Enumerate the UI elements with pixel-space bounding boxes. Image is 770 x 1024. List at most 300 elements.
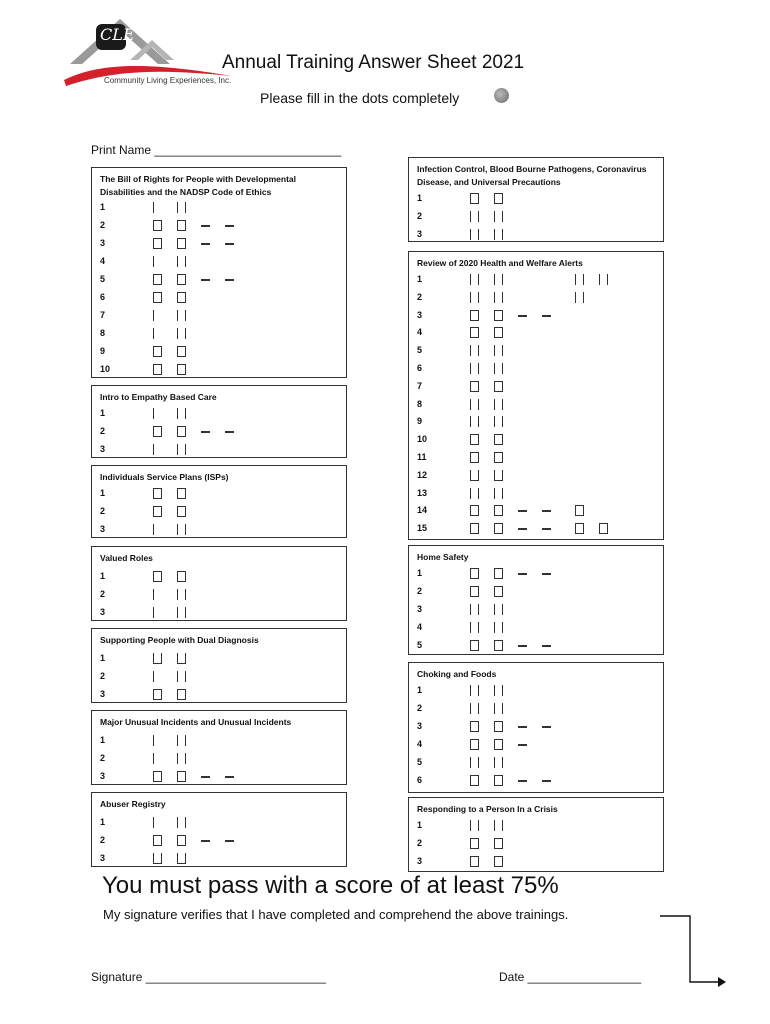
training-section bbox=[408, 797, 664, 872]
question-row bbox=[417, 838, 657, 852]
question-row bbox=[100, 310, 340, 324]
answer-bubble[interactable] bbox=[177, 689, 186, 700]
answer-bubble[interactable] bbox=[177, 735, 186, 746]
question-row bbox=[100, 274, 340, 288]
answer-bubble[interactable] bbox=[177, 835, 186, 846]
question-row bbox=[100, 220, 340, 234]
question-row bbox=[417, 505, 657, 519]
question-row bbox=[417, 622, 657, 636]
answer-bubble[interactable] bbox=[494, 721, 503, 732]
answer-bubble[interactable] bbox=[201, 840, 210, 842]
answer-bubble[interactable] bbox=[201, 431, 210, 433]
answer-bubble[interactable] bbox=[177, 408, 186, 419]
answer-bubble[interactable] bbox=[153, 364, 162, 375]
question-number: 3 bbox=[100, 524, 106, 534]
answer-bubble[interactable] bbox=[494, 757, 503, 768]
answer-bubble[interactable] bbox=[177, 220, 186, 231]
answer-bubble[interactable] bbox=[153, 689, 162, 700]
section-title: Responding to a Person In a Crisis bbox=[417, 804, 558, 814]
section-title: Major Unusual Incidents and Unusual Incidents bbox=[100, 717, 292, 727]
answer-bubble[interactable] bbox=[599, 274, 608, 285]
answer-bubble[interactable] bbox=[153, 238, 162, 249]
answer-bubble[interactable] bbox=[494, 568, 503, 579]
answer-bubble[interactable] bbox=[470, 399, 479, 410]
section-title: Choking and Foods bbox=[417, 669, 497, 679]
question-row bbox=[417, 640, 657, 654]
question-number: 2 bbox=[100, 753, 106, 763]
question-number: 1 bbox=[417, 685, 423, 695]
answer-bubble[interactable] bbox=[470, 470, 479, 481]
question-row bbox=[100, 408, 340, 422]
answer-bubble[interactable] bbox=[153, 653, 162, 664]
question-number: 3 bbox=[417, 604, 423, 614]
answer-bubble[interactable] bbox=[518, 726, 527, 728]
answer-bubble[interactable] bbox=[177, 364, 186, 375]
answer-bubble[interactable] bbox=[177, 444, 186, 455]
answer-bubble[interactable] bbox=[177, 506, 186, 517]
answer-bubble[interactable] bbox=[518, 645, 527, 647]
answer-bubble[interactable] bbox=[225, 243, 234, 245]
question-row bbox=[100, 671, 340, 685]
section-title: Abuser Registry bbox=[100, 799, 166, 809]
answer-bubble[interactable] bbox=[494, 327, 503, 338]
question-row bbox=[100, 256, 340, 270]
question-number: 2 bbox=[417, 703, 423, 713]
answer-bubble[interactable] bbox=[153, 202, 156, 213]
answer-bubble[interactable] bbox=[177, 753, 186, 764]
question-number: 4 bbox=[417, 622, 423, 632]
question-row bbox=[100, 488, 340, 502]
answer-bubble[interactable] bbox=[177, 346, 186, 357]
page-title: Annual Training Answer Sheet 2021 bbox=[222, 52, 525, 73]
signature-field[interactable]: Signature ___________________________ bbox=[91, 970, 326, 984]
answer-bubble[interactable] bbox=[494, 211, 503, 222]
training-section bbox=[408, 157, 664, 242]
question-row bbox=[100, 771, 340, 785]
question-number: 4 bbox=[417, 739, 423, 749]
answer-bubble[interactable] bbox=[470, 488, 479, 499]
training-section bbox=[91, 546, 347, 621]
training-section bbox=[91, 710, 347, 785]
answer-bubble[interactable] bbox=[494, 640, 503, 651]
answer-bubble[interactable] bbox=[177, 671, 186, 682]
answer-bubble[interactable] bbox=[494, 820, 503, 831]
answer-bubble[interactable] bbox=[470, 211, 479, 222]
question-number: 3 bbox=[100, 853, 106, 863]
answer-bubble[interactable] bbox=[575, 292, 584, 303]
question-row bbox=[100, 753, 340, 767]
question-row bbox=[100, 735, 340, 749]
answer-bubble[interactable] bbox=[153, 256, 156, 267]
answer-bubble[interactable] bbox=[494, 685, 503, 696]
answer-bubble[interactable] bbox=[470, 757, 479, 768]
question-row bbox=[417, 721, 657, 735]
answer-bubble[interactable] bbox=[470, 568, 479, 579]
question-row bbox=[417, 523, 657, 537]
answer-bubble[interactable] bbox=[177, 853, 186, 864]
answer-bubble[interactable] bbox=[177, 488, 186, 499]
answer-bubble[interactable] bbox=[470, 838, 479, 849]
question-number: 1 bbox=[417, 274, 423, 284]
answer-bubble[interactable] bbox=[575, 523, 584, 534]
answer-bubble[interactable] bbox=[494, 775, 503, 786]
answer-bubble[interactable] bbox=[470, 327, 479, 338]
training-section bbox=[408, 662, 664, 793]
question-row bbox=[100, 506, 340, 520]
question-row bbox=[417, 193, 657, 207]
answer-bubble[interactable] bbox=[470, 229, 479, 240]
answer-bubble[interactable] bbox=[153, 328, 156, 339]
answer-bubble[interactable] bbox=[153, 835, 162, 846]
answer-bubble[interactable] bbox=[470, 739, 479, 750]
answer-bubble[interactable] bbox=[470, 721, 479, 732]
answer-bubble[interactable] bbox=[494, 622, 503, 633]
answer-bubble[interactable] bbox=[153, 444, 156, 455]
answer-bubble[interactable] bbox=[542, 645, 551, 647]
arrow-icon bbox=[660, 910, 726, 990]
question-number: 3 bbox=[100, 238, 106, 248]
question-row bbox=[417, 452, 657, 466]
question-number: 5 bbox=[100, 274, 106, 284]
question-number: 3 bbox=[417, 721, 423, 731]
question-number: 11 bbox=[417, 452, 427, 462]
question-number: 2 bbox=[100, 835, 106, 845]
answer-bubble[interactable] bbox=[225, 840, 234, 842]
answer-bubble[interactable] bbox=[470, 820, 479, 831]
answer-bubble[interactable] bbox=[494, 310, 503, 321]
answer-bubble[interactable] bbox=[494, 703, 503, 714]
answer-bubble[interactable] bbox=[470, 292, 479, 303]
answer-bubble[interactable] bbox=[177, 274, 186, 285]
answer-bubble[interactable] bbox=[201, 225, 210, 227]
answer-bubble[interactable] bbox=[494, 193, 503, 204]
answer-bubble[interactable] bbox=[153, 220, 162, 231]
answer-bubble[interactable] bbox=[177, 524, 186, 535]
answer-bubble[interactable] bbox=[470, 345, 479, 356]
answer-bubble[interactable] bbox=[494, 838, 503, 849]
question-number: 1 bbox=[100, 653, 106, 663]
question-number: 6 bbox=[417, 363, 423, 373]
question-number: 2 bbox=[100, 671, 106, 681]
answer-bubble[interactable] bbox=[494, 488, 503, 499]
answer-bubble[interactable] bbox=[177, 426, 186, 437]
question-row bbox=[100, 653, 340, 667]
question-number: 12 bbox=[417, 469, 428, 480]
pass-requirement: You must pass with a score of at least 75% bbox=[102, 872, 559, 899]
answer-bubble[interactable] bbox=[201, 243, 210, 245]
answer-bubble[interactable] bbox=[177, 771, 186, 782]
section-title: Home Safety bbox=[417, 552, 469, 562]
section-title: Review of 2020 Health and Welfare Alerts bbox=[417, 258, 583, 268]
question-row bbox=[100, 607, 340, 621]
question-number: 1 bbox=[100, 488, 106, 498]
question-row bbox=[417, 292, 657, 306]
training-section bbox=[91, 167, 347, 378]
question-number: 10 bbox=[417, 434, 428, 445]
answer-bubble[interactable] bbox=[153, 274, 162, 285]
training-section bbox=[91, 385, 347, 458]
answer-bubble[interactable] bbox=[177, 653, 186, 664]
answer-bubble[interactable] bbox=[518, 780, 527, 782]
instruction-text: Please fill in the dots completely bbox=[260, 90, 460, 106]
answer-bubble[interactable] bbox=[470, 523, 479, 534]
question-number: 1 bbox=[100, 202, 106, 212]
question-row bbox=[417, 488, 657, 502]
answer-bubble[interactable] bbox=[225, 431, 234, 433]
question-number: 1 bbox=[417, 193, 423, 203]
question-number: 14 bbox=[417, 505, 428, 516]
question-row bbox=[100, 292, 340, 306]
answer-bubble[interactable] bbox=[153, 853, 162, 864]
answer-bubble[interactable] bbox=[494, 586, 503, 597]
question-row bbox=[100, 571, 340, 585]
question-row bbox=[100, 346, 340, 360]
question-number: 5 bbox=[417, 640, 423, 650]
question-row bbox=[417, 327, 657, 341]
question-number: 3 bbox=[100, 607, 106, 617]
training-section bbox=[91, 465, 347, 538]
question-row bbox=[417, 820, 657, 834]
answer-bubble[interactable] bbox=[470, 505, 479, 516]
answer-bubble[interactable] bbox=[470, 310, 479, 321]
section-title: The Bill of Rights for People with Developmental Disabilities and the NADSP Code of Ethics bbox=[100, 174, 296, 197]
logo-text: CLE bbox=[100, 25, 135, 44]
answer-bubble[interactable] bbox=[177, 256, 186, 267]
answer-bubble[interactable] bbox=[153, 310, 156, 321]
question-number: 7 bbox=[100, 310, 106, 320]
question-number: 2 bbox=[100, 589, 106, 599]
question-number: 9 bbox=[100, 346, 106, 356]
answer-bubble[interactable] bbox=[494, 345, 503, 356]
answer-bubble[interactable] bbox=[494, 739, 503, 750]
answer-bubble[interactable] bbox=[201, 776, 210, 778]
question-row bbox=[417, 399, 657, 413]
answer-bubble[interactable] bbox=[153, 524, 156, 535]
answer-bubble[interactable] bbox=[153, 292, 162, 303]
question-number: 6 bbox=[100, 292, 106, 302]
answer-bubble[interactable] bbox=[470, 586, 479, 597]
question-row bbox=[417, 470, 657, 484]
question-row bbox=[417, 211, 657, 225]
answer-bubble[interactable] bbox=[542, 726, 551, 728]
answer-bubble[interactable] bbox=[518, 744, 527, 746]
answer-bubble[interactable] bbox=[494, 381, 503, 392]
question-number: 2 bbox=[100, 506, 106, 516]
answer-bubble[interactable] bbox=[542, 315, 551, 317]
question-row bbox=[100, 238, 340, 252]
question-row bbox=[417, 586, 657, 600]
question-row bbox=[417, 757, 657, 771]
question-number: 4 bbox=[417, 327, 423, 338]
question-number: 13 bbox=[417, 487, 428, 498]
answer-bubble[interactable] bbox=[470, 604, 479, 615]
question-number: 1 bbox=[417, 820, 423, 830]
question-row bbox=[417, 568, 657, 582]
answer-bubble[interactable] bbox=[494, 363, 503, 374]
answer-bubble[interactable] bbox=[494, 604, 503, 615]
question-number: 1 bbox=[100, 817, 106, 827]
answer-bubble[interactable] bbox=[177, 310, 186, 321]
section-title: Valued Roles bbox=[100, 553, 153, 563]
question-number: 1 bbox=[100, 735, 106, 745]
question-row bbox=[100, 853, 340, 867]
answer-bubble[interactable] bbox=[494, 523, 503, 534]
question-row bbox=[417, 310, 657, 324]
answer-bubble[interactable] bbox=[153, 488, 162, 499]
question-row bbox=[417, 274, 657, 288]
section-title: Intro to Empathy Based Care bbox=[100, 392, 217, 402]
answer-bubble[interactable] bbox=[177, 328, 186, 339]
question-number: 2 bbox=[417, 211, 423, 221]
question-row bbox=[417, 345, 657, 359]
answer-bubble[interactable] bbox=[177, 238, 186, 249]
section-title: Individuals Service Plans (ISPs) bbox=[100, 472, 229, 482]
answer-bubble[interactable] bbox=[177, 292, 186, 303]
training-section bbox=[408, 545, 664, 655]
answer-bubble[interactable] bbox=[494, 856, 503, 867]
answer-bubble[interactable] bbox=[153, 506, 162, 517]
question-number: 7 bbox=[417, 380, 423, 391]
answer-bubble[interactable] bbox=[542, 780, 551, 782]
answer-bubble[interactable] bbox=[153, 771, 162, 782]
question-row bbox=[417, 685, 657, 699]
answer-bubble[interactable] bbox=[225, 279, 234, 281]
question-number: 8 bbox=[100, 328, 106, 338]
filled-dot-icon bbox=[494, 88, 509, 103]
question-number: 2 bbox=[417, 291, 423, 302]
question-row bbox=[100, 426, 340, 440]
question-number: 2 bbox=[100, 426, 106, 436]
training-section bbox=[91, 628, 347, 703]
answer-bubble[interactable] bbox=[518, 573, 527, 575]
question-number: 1 bbox=[100, 571, 106, 581]
question-number: 10 bbox=[100, 364, 111, 374]
question-row bbox=[100, 328, 340, 342]
answer-bubble[interactable] bbox=[599, 523, 608, 534]
answer-bubble[interactable] bbox=[518, 510, 527, 512]
question-row bbox=[417, 434, 657, 448]
question-row bbox=[417, 775, 657, 789]
question-row bbox=[417, 363, 657, 377]
section-title: Supporting People with Dual Diagnosis bbox=[100, 635, 259, 645]
answer-bubble[interactable] bbox=[542, 528, 551, 530]
answer-bubble[interactable] bbox=[470, 856, 479, 867]
question-number: 2 bbox=[417, 586, 423, 596]
question-row bbox=[100, 202, 340, 216]
question-number: 3 bbox=[417, 309, 423, 320]
answer-bubble[interactable] bbox=[470, 363, 479, 374]
answer-bubble[interactable] bbox=[153, 607, 156, 618]
answer-bubble[interactable] bbox=[494, 292, 503, 303]
answer-bubble[interactable] bbox=[470, 622, 479, 633]
answer-bubble[interactable] bbox=[542, 573, 551, 575]
answer-bubble[interactable] bbox=[470, 381, 479, 392]
question-number: 2 bbox=[100, 220, 106, 230]
answer-bubble[interactable] bbox=[470, 685, 479, 696]
question-number: 3 bbox=[417, 229, 423, 239]
print-name-field[interactable]: Print Name ____________________________ bbox=[91, 143, 342, 157]
question-row bbox=[100, 835, 340, 849]
question-number: 3 bbox=[100, 771, 106, 781]
answer-bubble[interactable] bbox=[575, 274, 584, 285]
answer-bubble[interactable] bbox=[470, 775, 479, 786]
question-row bbox=[100, 817, 340, 831]
answer-bubble[interactable] bbox=[225, 776, 234, 778]
question-number: 1 bbox=[100, 408, 106, 418]
answer-bubble[interactable] bbox=[470, 703, 479, 714]
answer-bubble[interactable] bbox=[494, 505, 503, 516]
answer-bubble[interactable] bbox=[494, 470, 503, 481]
answer-bubble[interactable] bbox=[153, 589, 156, 600]
answer-bubble[interactable] bbox=[494, 416, 503, 427]
answer-bubble[interactable] bbox=[153, 753, 156, 764]
answer-bubble[interactable] bbox=[470, 434, 479, 445]
question-row bbox=[417, 381, 657, 395]
question-row bbox=[417, 703, 657, 717]
answer-bubble[interactable] bbox=[177, 607, 186, 618]
answer-bubble[interactable] bbox=[177, 202, 186, 213]
answer-bubble[interactable] bbox=[153, 408, 156, 419]
answer-bubble[interactable] bbox=[153, 735, 156, 746]
question-number: 1 bbox=[417, 568, 423, 578]
question-number: 2 bbox=[417, 838, 423, 848]
answer-bubble[interactable] bbox=[153, 571, 162, 582]
answer-bubble[interactable] bbox=[494, 399, 503, 410]
question-row bbox=[100, 689, 340, 703]
answer-bubble[interactable] bbox=[201, 279, 210, 281]
answer-bubble[interactable] bbox=[470, 416, 479, 427]
answer-bubble[interactable] bbox=[177, 589, 186, 600]
answer-bubble[interactable] bbox=[542, 510, 551, 512]
answer-bubble[interactable] bbox=[470, 452, 479, 463]
question-row bbox=[100, 589, 340, 603]
question-number: 15 bbox=[417, 523, 428, 534]
question-number: 3 bbox=[100, 689, 106, 699]
answer-bubble[interactable] bbox=[518, 528, 527, 530]
question-row bbox=[417, 229, 657, 243]
question-row bbox=[100, 524, 340, 538]
question-number: 6 bbox=[417, 775, 423, 785]
answer-bubble[interactable] bbox=[153, 346, 162, 357]
question-number: 9 bbox=[417, 416, 423, 427]
answer-bubble[interactable] bbox=[153, 817, 156, 828]
answer-bubble[interactable] bbox=[470, 193, 479, 204]
question-row bbox=[417, 416, 657, 430]
answer-bubble[interactable] bbox=[177, 817, 186, 828]
answer-bubble[interactable] bbox=[494, 229, 503, 240]
question-row bbox=[417, 739, 657, 753]
question-number: 3 bbox=[417, 856, 423, 866]
question-row bbox=[417, 856, 657, 870]
date-field[interactable]: Date _________________ bbox=[499, 970, 642, 984]
question-number: 4 bbox=[100, 256, 106, 266]
answer-bubble[interactable] bbox=[494, 434, 503, 445]
question-number: 8 bbox=[417, 398, 423, 409]
answer-bubble[interactable] bbox=[153, 426, 162, 437]
question-row bbox=[100, 364, 340, 378]
answer-bubble[interactable] bbox=[153, 671, 156, 682]
verification-statement: My signature verifies that I have completed and comprehend the above trainings. bbox=[103, 907, 569, 922]
answer-bubble[interactable] bbox=[494, 452, 503, 463]
training-section bbox=[91, 792, 347, 867]
answer-bubble[interactable] bbox=[177, 571, 186, 582]
answer-bubble[interactable] bbox=[494, 274, 503, 285]
answer-bubble[interactable] bbox=[470, 640, 479, 651]
answer-bubble[interactable] bbox=[470, 274, 479, 285]
answer-bubble[interactable] bbox=[575, 505, 584, 516]
answer-bubble[interactable] bbox=[518, 315, 527, 317]
answer-bubble[interactable] bbox=[225, 225, 234, 227]
